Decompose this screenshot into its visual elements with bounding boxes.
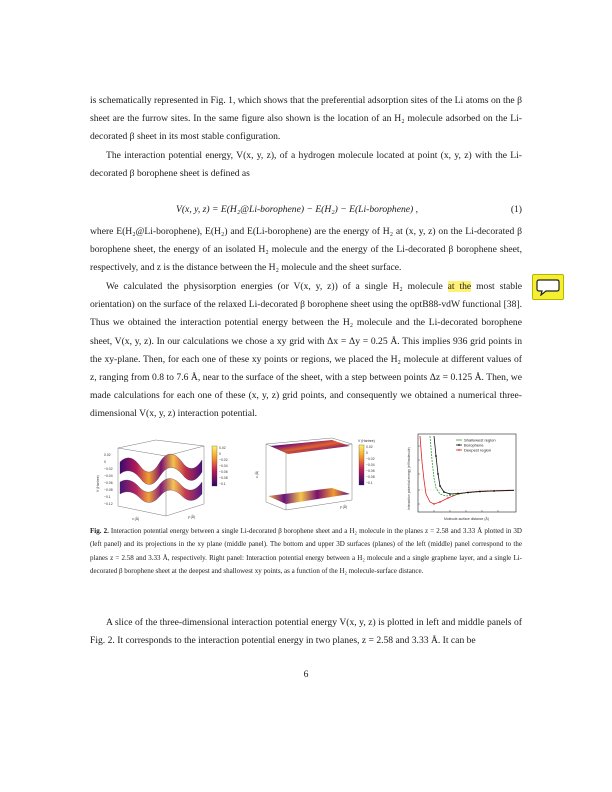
paragraph-definition: The interaction potential energy, V(x, y, z), of a hydrogen molecule located at point (x, y, z) with the Li-decorated β borophene sheet is defined as	[90, 150, 522, 180]
caption-text: Interaction potential energy between a single Li-decorated β borophene sheet and a H₂ molecule in the planes z = 2.58 and 3.33 Å plotted in 3D (left panel) and its projections in the xy plane (middle panel). The bottom and upper 3D surfaces (planes) of the left (middle) panel correspond to the planes z = 2.58 and 3.33 Å, respectively. Right panel: Interaction potential energy between a H₂ molecule and a single graphene layer, and a single Li-decorated β borophene sheet at the deepest and shallowest xy points, as a function of the H₂ molecule-surface distance.	[90, 527, 522, 576]
method-text-end: most stable orientation) on the surface of the relaxed Li-decorated β borophene sheet using the optB88-vdW functional [38]. Thus we obtained the interaction potential energy between the H₂ molecule and the Li-decorated borophene sheet, V(x, y, z). In our calculations we chose a xy grid with Δx = Δy = 0.25 Å. This implies 936 grid points in the xy-plane. Then, for each one of these xy points or regions, we placed the H₂ molecule at different values of z, ranging from 0.8 to 7.6 Å, near to the surface of the sheet, with a step between points Δz = 0.125 Å. Then, we made calculations for each one of these (x, y, z) grid points, and consequently we obtained a numerical three-dimensional V(x, y, z) interaction potential.	[90, 281, 522, 420]
left-xlabel: x (Å)	[132, 517, 140, 521]
left-colorbar-ticks	[219, 446, 228, 486]
figure-middle-panel	[252, 432, 404, 524]
svg-text:−0.08: −0.08	[366, 475, 375, 479]
left-zticks	[104, 453, 113, 506]
figure-caption	[90, 525, 522, 579]
svg-text:−0.1: −0.1	[366, 481, 373, 485]
svg-text:0.02: 0.02	[366, 445, 373, 449]
svg-text:−0.02: −0.02	[366, 457, 375, 461]
middle-xlabel: y (Å)	[340, 505, 348, 509]
svg-text:−0.08: −0.08	[219, 476, 228, 480]
svg-text:0: 0	[104, 460, 106, 464]
lower-surface	[120, 478, 202, 502]
svg-text:Shallowest region: Shallowest region	[464, 437, 496, 443]
svg-text:−0.1: −0.1	[219, 482, 226, 486]
left-zlabel: V (Hartree)	[96, 475, 100, 492]
figure-left-panel	[96, 432, 246, 524]
caption-label: Fig. 2.	[90, 527, 109, 535]
right-ylabel: Interaction potential energy (eV/molecule)	[407, 447, 411, 510]
svg-text:−0.06: −0.06	[366, 469, 375, 473]
highlight-annotation[interactable]: at the	[447, 281, 472, 292]
paragraph-intro: is schematically represented in Fig. 1, which shows that the preferential adsorption sites of the Li atoms on the β sheet are the furrow sites. In the same figure also shown is the location of an H₂ molecule adsorbed on the Li-decorated β sheet in its most stable configuration.	[90, 95, 522, 143]
svg-text:−0.02: −0.02	[104, 467, 113, 471]
left-colorbar	[212, 446, 217, 486]
figure-right-panel	[404, 432, 520, 524]
left-ylabel: y (Å)	[188, 515, 196, 519]
svg-text:Deepest region: Deepest region	[464, 447, 492, 453]
method-text-start: We calculated the physisorption energies (or V(x, y, z)) of a single H₂ molecule	[106, 281, 448, 292]
svg-text:0: 0	[366, 451, 368, 455]
equation-number: (1)	[510, 204, 522, 215]
svg-text:−0.02: −0.02	[219, 458, 228, 462]
comment-note-icon[interactable]	[532, 274, 564, 300]
middle-ylabel: x (Å)	[255, 470, 259, 478]
svg-text:0.02: 0.02	[104, 453, 111, 457]
lower-plane	[268, 488, 350, 504]
paragraph-where: where E(H₂@Li-borophene), E(H₂) and E(Li-borophene) are the energy of H₂ at (x, y, z) on the Li-decorated β borophene sheet, the energy of an isolated H₂ molecule and the energy of the Li-decorated β borophene sheet, respectively, and z is the distance between the H₂ molecule and the sheet surface.	[90, 226, 522, 274]
svg-text:−0.1: −0.1	[104, 495, 111, 499]
svg-text:−0.04: −0.04	[104, 474, 113, 478]
middle-title: V (Hartree)	[358, 439, 375, 443]
paragraph-method	[90, 278, 522, 424]
svg-text:0.02: 0.02	[219, 446, 226, 450]
svg-text:−0.04: −0.04	[219, 464, 228, 468]
right-xlabel: Molecule-surface distance (Å)	[444, 517, 489, 521]
svg-text:Borophene: Borophene	[464, 442, 484, 448]
middle-colorbar	[359, 445, 364, 485]
middle-colorbar-ticks	[366, 445, 375, 485]
svg-text:−0.06: −0.06	[219, 470, 228, 474]
svg-text:−0.04: −0.04	[366, 463, 375, 467]
upper-plane	[270, 440, 350, 454]
equation-body: V(x, y, z) = E(H₂@Li-borophene) − E(H₂) − E(Li-borophene) ,	[176, 204, 419, 215]
svg-text:0: 0	[219, 452, 221, 456]
svg-text:−0.08: −0.08	[104, 488, 113, 492]
svg-text:−0.06: −0.06	[104, 481, 113, 485]
upper-surface	[120, 454, 202, 485]
paragraph-slice: A slice of the three-dimensional interaction potential energy V(x, y, z) is plotted in left and middle panels of Fig. 2. It corresponds to the interaction potential energy in two planes, z = 2.58 and 3.33 Å. It can be	[90, 617, 522, 647]
svg-text:−0.12: −0.12	[104, 502, 113, 506]
page-number: 6	[303, 669, 309, 680]
